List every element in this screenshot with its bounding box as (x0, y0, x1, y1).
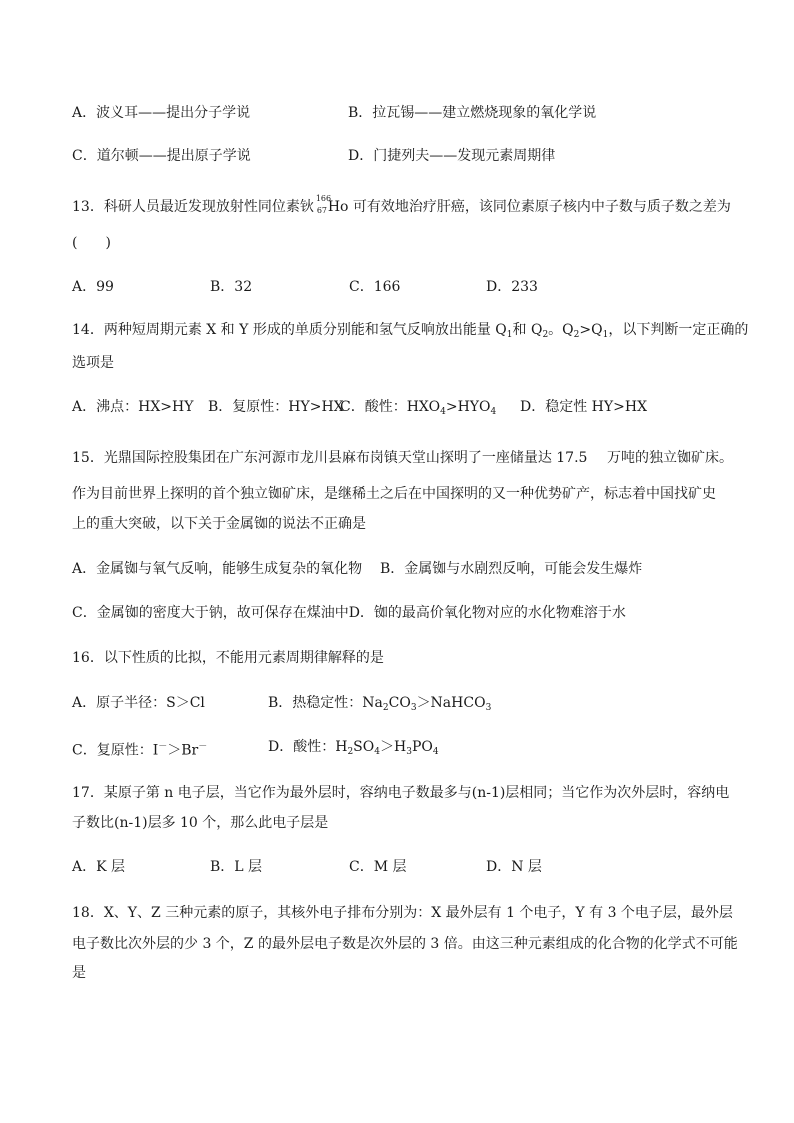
q14-subscript-3: 2 (573, 330, 580, 340)
q16-option-b-text-3: ＞NaHCO (416, 695, 486, 711)
q14-stem-text-3: 。Q (548, 322, 574, 338)
q13-option-b: B．32 (210, 279, 253, 295)
q14-stem-line-1 (72, 320, 748, 345)
q16-option-d-sub-2: 4 (374, 747, 380, 757)
q16-option-b (268, 693, 491, 718)
q14-option-b: B．复原性：HY>HX (208, 399, 344, 415)
q12-option-b: B．拉瓦锡——建立燃烧现象的氧化学说 (348, 105, 597, 121)
q18-stem-line-2: 电子数比次外层的少 3 个，Z 的最外层电子数是次外层的 3 倍。由这三种元素组成的化合物的化学式不可能 (72, 936, 738, 952)
q12-option-c: C．道尔顿——提出原子学说 (72, 148, 251, 164)
q12-options-row-2 (72, 146, 732, 166)
q12-option-a: A．波义耳——提出分子学说 (72, 105, 251, 121)
q14-option-c (340, 397, 496, 422)
q16-option-b-text-1: B．热稳定性：Na (268, 695, 383, 711)
q16-option-d-text-3: ＞H (379, 739, 407, 755)
q14-subscript-4: 1 (602, 330, 609, 340)
q16-option-d-text-2: SO (353, 739, 375, 755)
q16-option-b-text-2: CO (388, 695, 411, 711)
q16-option-c-text-1: C．复原性：I (72, 742, 159, 759)
q17-stem-line-2: 子数比(n-1)层多 10 个，那么此电子层是 (72, 815, 329, 831)
q13-option-d: D．233 (486, 279, 538, 295)
q15-options-row-2: C．金属铷的密度大于钠，故可保存在煤油中D．铷的最高价氧化物对应的水化物难溶于水 (72, 605, 626, 621)
q13-options-row (72, 277, 732, 297)
q13-nuclide-notation (314, 194, 332, 217)
q16-option-d-text-4: PO (411, 739, 433, 755)
q16-option-d-sub-4: 4 (432, 747, 439, 757)
q16-option-d-text-1: D．酸性：H (268, 739, 348, 755)
q14-subscript-2: 2 (542, 330, 549, 340)
q16-option-d-sub-1: 2 (347, 747, 354, 757)
q14-stem-text-1: 14．两种短周期元素 X 和 Y 形成的单质分别能和氢气反响放出能量 Q (72, 322, 507, 338)
q15-stem-line-3: 上的重大突破，以下关于金属铷的说法不正确是 (72, 516, 366, 532)
q18-stem-line-1: 18．X、Y、Z 三种元素的原子，其核外电子排布分别为：X 最外层有 1 个电子，Y 有 3 个电子层，最外层 (72, 905, 733, 921)
q16-option-c (72, 737, 207, 761)
q18-stem-line-3: 是 (72, 965, 86, 981)
q16-option-c-sup-1: － (158, 742, 168, 752)
q16-option-b-sub-1: 2 (382, 703, 389, 713)
q16-option-b-sub-3: 3 (485, 703, 492, 713)
q16-option-a: A．原子半径：S＞Cl (72, 695, 205, 711)
q14-option-c-text-1: C．酸性：HXO (340, 399, 441, 415)
q14-stem-text-5: ，以下判断一定正确的 (608, 322, 749, 338)
q15-stem-text-1a: 15．光鼎国际控股集团在广东河源市龙川县麻布岗镇天堂山探明了一座储量达 17.5 (72, 450, 588, 466)
q14-option-c-sub-2: 4 (490, 407, 497, 417)
q17-stem-line-1: 17．某原子第 n 电子层，当它作为最外层时，容纳电子数最多与(n-1)层相同；当它作为次外层时，容纳电 (72, 785, 730, 801)
q13-element-symbol: Ho (327, 199, 349, 215)
q14-option-a: A．沸点：HX>HY (72, 399, 194, 415)
q14-stem-line-2: 选项是 (72, 355, 114, 371)
q15-option-a: A．金属铷与氧气反响，能够生成复杂的氧化物 (72, 561, 363, 577)
q15-option-b: B．金属铷与水剧烈反响，可能会发生爆炸 (380, 561, 643, 577)
q16-options-row-2 (72, 737, 732, 757)
q13-stem (72, 194, 731, 217)
q13-answer-paren: ( ) (72, 235, 111, 251)
q14-option-d: D．稳定性 HY>HX (520, 399, 648, 415)
q13-option-a: A．99 (72, 279, 114, 295)
q16-stem: 16．以下性质的比拟，不能用元素周期律解释的是 (72, 650, 384, 666)
q16-option-c-sup-2: － (198, 742, 208, 752)
q17-option-d: D．N 层 (486, 859, 542, 875)
q15-stem-line-2: 作为目前世界上探明的首个独立铷矿床，是继稀土之后在中国探明的又一种优势矿产，标志着中国找矿史 (72, 486, 716, 502)
q15-options-row-1 (72, 559, 732, 579)
q12-option-d: D．门捷列夫——发现元素周期律 (348, 148, 556, 164)
q14-option-c-sub-1: 4 (440, 407, 446, 417)
q12-options-row-1 (72, 103, 732, 123)
q17-options-row (72, 857, 732, 877)
q14-option-c-text-2: >HYO (445, 399, 491, 415)
q16-option-d-sub-3: 3 (406, 747, 412, 757)
q14-stem-text-2: 和 Q (512, 322, 543, 338)
q14-stem-text-4: >Q (579, 322, 603, 338)
q13-stem-before: 13．科研人员最近发现放射性同位素钬 (72, 199, 314, 215)
q16-option-d (268, 737, 439, 762)
q13-stem-after: 可有效地治疗肝癌，该同位素原子核内中子数与质子数之差为 (352, 199, 731, 215)
q14-options-row (72, 397, 732, 417)
q13-mass-number: 166 (315, 194, 332, 203)
q15-stem-text-1b: 万吨的独立铷矿床。 (607, 450, 733, 466)
q16-option-c-text-2: ＞Br (167, 742, 199, 759)
q17-option-b: B．L 层 (210, 859, 263, 875)
q14-subscript-1: 1 (506, 330, 513, 340)
q16-option-b-sub-2: 3 (410, 703, 417, 713)
q17-option-a: A．K 层 (72, 859, 126, 875)
q16-options-row-1 (72, 693, 732, 713)
q13-atomic-number: 67 (316, 206, 328, 215)
q13-option-c: C．166 (349, 279, 401, 295)
q17-option-c: C．M 层 (349, 859, 407, 875)
q15-stem-line-1 (72, 448, 732, 468)
